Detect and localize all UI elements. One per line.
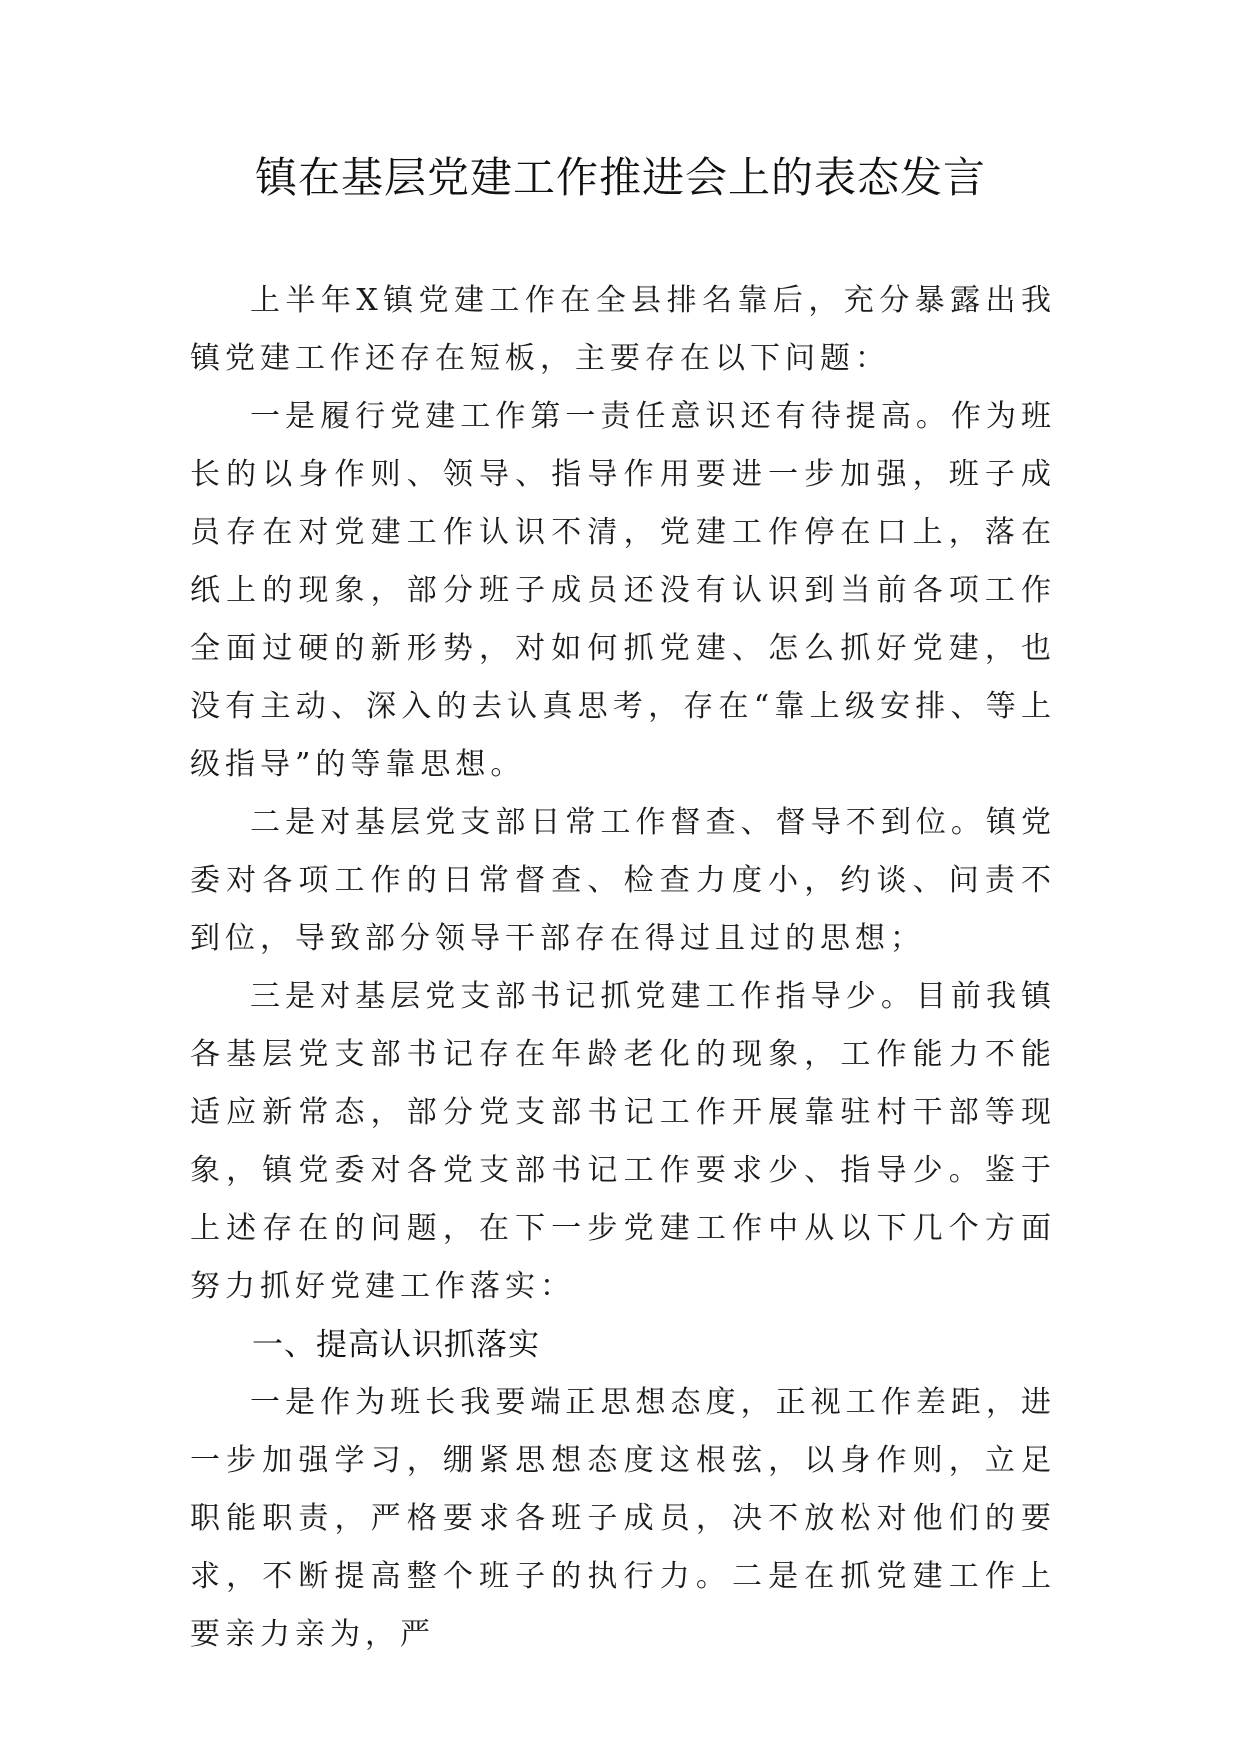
paragraph-problem-three: 三是对基层党支部书记抓党建工作指导少。目前我镇各基层党支部书记存在年龄老化的现象，工作能力不能适应新常态，部分党支部书记工作开展靠驻村干部等现象，镇党委对各党支部书记工作要求少、指导少。鉴于上述存在的问题，在下一步党建工作中从以下几个方面努力抓好党建工作落实： xyxy=(190,979,1056,1304)
paragraph-section-one: 一是作为班长我要端正思想态度，正视工作差距，进一步加强学习，绷紧思想态度这根弦，以身作则，立足职能职责，严格要求各班子成员，决不放松对他们的要求，不断提高整个班子的执行力。二是在抓党建工作上要亲力亲为，严 xyxy=(190,1385,1056,1652)
paragraph-intro: 上半年X镇党建工作在全县排名靠后，充分暴露出我镇党建工作还存在短板，主要存在以下问题： xyxy=(190,283,1056,376)
document-body xyxy=(190,272,1056,1664)
section-heading: 一、提高认识抓落实 xyxy=(252,1327,540,1363)
paragraph-problem-one: 一是履行党建工作第一责任意识还有待提高。作为班长的以身作则、领导、指导作用要进一步加强，班子成员存在对党建工作认识不清，党建工作停在口上，落在纸上的现象，部分班子成员还没有认识到当前各项工作全面过硬的新形势，对如何抓党建、怎么抓好党建，也没有主动、深入的去认真思考，存在“靠上级安排、等上级指导”的等靠思想。 xyxy=(190,399,1056,782)
paragraph-problem-two: 二是对基层党支部日常工作督查、督导不到位。镇党委对各项工作的日常督查、检查力度小，约谈、问责不到位，导致部分领导干部存在得过且过的思想； xyxy=(190,805,1056,956)
document-title: 镇在基层党建工作推进会上的表态发言 xyxy=(254,153,986,202)
